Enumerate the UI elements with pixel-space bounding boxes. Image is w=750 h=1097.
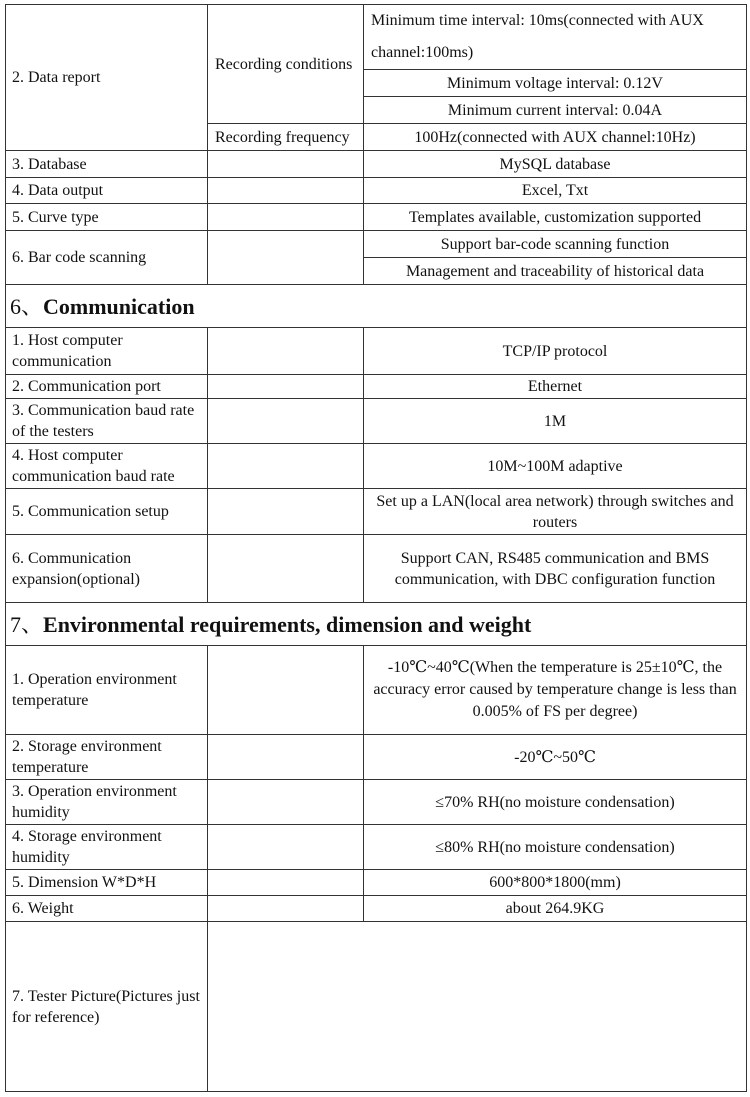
data-report-label: 2. Data report: [6, 5, 208, 151]
data-output-label: 4. Data output: [6, 178, 208, 204]
comm-port-label: 2. Communication port: [6, 375, 208, 399]
section-heading-environment: [6, 603, 747, 646]
barcode-value-1: Support bar-code scanning function: [364, 231, 747, 258]
recording-frequency-label: Recording frequency: [208, 124, 364, 151]
section-title: Communication: [43, 293, 195, 319]
empty-cell: [208, 231, 364, 285]
database-value: MySQL database: [364, 151, 747, 178]
section-number: 7、: [10, 611, 44, 637]
op-temp-value: -10℃~40℃(When the temperature is 25±10℃, the accuracy error caused by temperature change is less than 0.005% of FS per degree): [364, 646, 747, 735]
barcode-label: 6. Bar code scanning: [6, 231, 208, 285]
curve-type-label: 5. Curve type: [6, 204, 208, 231]
spec-table: [5, 4, 747, 1092]
host-comm-value: TCP/IP protocol: [364, 328, 747, 375]
host-comm-label: 1. Host computer communication: [6, 328, 208, 375]
host-baud-value: 10M~100M adaptive: [364, 444, 747, 489]
baud-rate-value: 1M: [364, 399, 747, 444]
empty-cell: [208, 204, 364, 231]
comm-expansion-label: 6. Communication expansion(optional): [6, 535, 208, 603]
min-time-interval: Minimum time interval: 10ms(connected with AUX channel:100ms): [364, 5, 747, 70]
empty-cell: [208, 328, 364, 375]
data-output-value: Excel, Txt: [364, 178, 747, 204]
op-humidity-value: ≤70% RH(no moisture condensation): [364, 780, 747, 825]
section-number: 6、: [10, 293, 44, 319]
barcode-value-2: Management and traceability of historical data: [364, 258, 747, 285]
recording-conditions-label: Recording conditions: [208, 5, 364, 124]
curve-type-value: Templates available, customization supported: [364, 204, 747, 231]
comm-setup-value: Set up a LAN(local area network) through switches and routers: [364, 489, 747, 535]
weight-value: about 264.9KG: [364, 896, 747, 922]
empty-cell: [208, 489, 364, 535]
empty-cell: [208, 896, 364, 922]
op-humidity-label: 3. Operation environment humidity: [6, 780, 208, 825]
section-title: Environmental requirements, dimension and weight: [43, 611, 532, 637]
empty-cell: [208, 825, 364, 870]
empty-cell: [208, 870, 364, 896]
empty-cell: [208, 735, 364, 780]
empty-cell: [208, 444, 364, 489]
tester-picture-label: 7. Tester Picture(Pictures just for reference): [6, 922, 208, 1092]
tester-picture-area: [208, 922, 747, 1092]
op-temp-label: 1. Operation environment temperature: [6, 646, 208, 735]
storage-humidity-label: 4. Storage environment humidity: [6, 825, 208, 870]
empty-cell: [208, 151, 364, 178]
database-label: 3. Database: [6, 151, 208, 178]
dimension-value: 600*800*1800(mm): [364, 870, 747, 896]
weight-label: 6. Weight: [6, 896, 208, 922]
comm-setup-label: 5. Communication setup: [6, 489, 208, 535]
empty-cell: [208, 399, 364, 444]
comm-port-value: Ethernet: [364, 375, 747, 399]
storage-temp-value: -20℃~50℃: [364, 735, 747, 780]
comm-expansion-value: Support CAN, RS485 communication and BMS communication, with DBC configuration function: [364, 535, 747, 603]
empty-cell: [208, 535, 364, 603]
empty-cell: [208, 375, 364, 399]
empty-cell: [208, 178, 364, 204]
empty-cell: [208, 780, 364, 825]
section-heading-communication: [6, 285, 747, 328]
host-baud-label: 4. Host computer communication baud rate: [6, 444, 208, 489]
min-current-interval: Minimum current interval: 0.04A: [364, 97, 747, 124]
recording-frequency-value: 100Hz(connected with AUX channel:10Hz): [364, 124, 747, 151]
storage-temp-label: 2. Storage environment temperature: [6, 735, 208, 780]
empty-cell: [208, 646, 364, 735]
dimension-label: 5. Dimension W*D*H: [6, 870, 208, 896]
baud-rate-label: 3. Communication baud rate of the testers: [6, 399, 208, 444]
storage-humidity-value: ≤80% RH(no moisture condensation): [364, 825, 747, 870]
min-voltage-interval: Minimum voltage interval: 0.12V: [364, 70, 747, 97]
